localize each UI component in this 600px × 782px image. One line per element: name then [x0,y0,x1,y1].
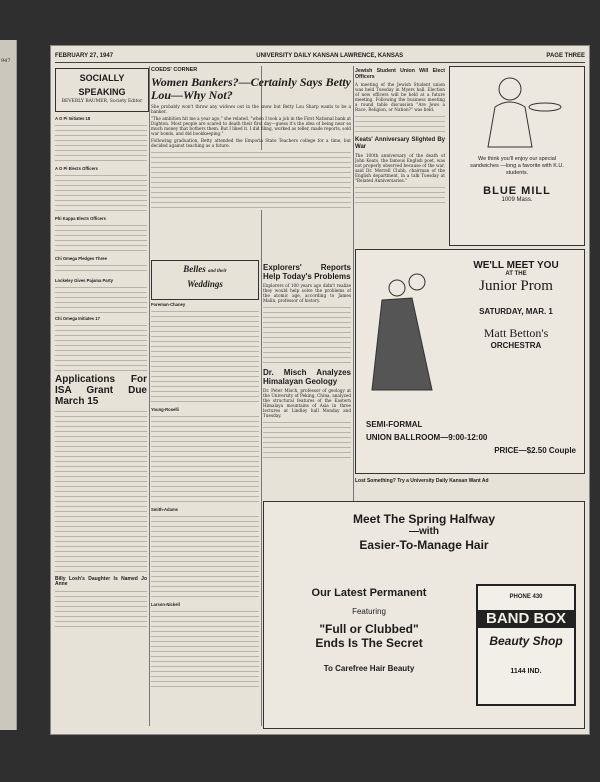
paragraph: Dr. Peter Misch, professor of geology at the University of Peking, China, analyzed the structural features of the Eastern Himalaya mountains of Asia in three lectures at Lindley hall Monday and Tuesday. [263,388,351,418]
header-masthead: UNIVERSITY DAILY KANSAN LAWRENCE, KANSAS [256,53,404,59]
keats-headline: Keats' Anniversary Slighted By War [355,137,445,150]
text-block [263,305,351,365]
edge-text: 947 [1,58,11,64]
text-block [151,514,259,599]
banner-word: Belles [183,264,206,274]
paragraph: The 100th anniversary of the death of John Keats, the famous English poet, was not properly observed because of the war, said Dr. Merrell Clubb, chairman of the English department, in a talk Tuesday at "Belated Anniversaries." [355,153,445,183]
blue-mill-name: BLUE MILL [483,185,551,197]
hair-line5: Featuring [352,607,386,616]
prom-line2: AT THE [505,271,527,277]
text-block [55,263,147,275]
banner-word: Weddings [187,279,223,289]
phone-number: PHONE 430 [509,594,543,600]
text-block [355,185,445,205]
hair-line4: Our Latest Permanent [311,587,427,599]
society-column [55,114,147,726]
article-heading: Phi Kappa Elects Officers [55,216,106,221]
belles-weddings-banner [151,260,259,300]
paragraph: "The ambition hit me a year ago," she related, "when I took a job in the First National bank at Dighton. Most people are scared to death their first day—guess it's the idea of being near so much money that bothers them. But I liked it. I did filing, worked as teller, made reports, sold war bonds, and did bookkeeping." [151,116,351,136]
paragraph: A meeting of the Jewish Student union was held Tuesday in Myers hall. Election of new officers will be held at a future meeting. Following the business meeting a round table discussion "Are Jews a Race, Religion, or Nation?" was held. [355,82,445,112]
paragraph: Following graduation, Betty attended the Emporia State Teachers college for a time, but decided against teaching as a future. [151,138,351,148]
coeds-headline: Women Bankers?—Certainly Says Betty Lou—Why Not? [151,75,351,102]
waitress-illustration [450,67,584,152]
article-heading: Larson-Nickell [151,602,180,607]
coeds-corner [151,66,351,256]
text-block [55,589,147,629]
junior-prom-ad [355,249,585,474]
blue-mill-address: 1009 Mass. [501,197,533,203]
text-block [151,309,259,404]
prom-price: PRICE—$2.50 Couple [494,446,576,455]
socially-speaking-banner [55,68,149,112]
text-block [263,420,351,460]
article-heading: Smith-Adams [151,507,178,512]
hair-line2: —with [409,526,439,537]
text-block [55,323,147,371]
article-heading: A O Pi Initiates 18 [55,116,91,121]
shop-name-1: BAND BOX [478,610,574,628]
text-block [151,414,259,504]
jsu-keats-column [355,66,445,246]
header-page-number: PAGE THREE [546,53,585,59]
text-block [55,285,147,313]
hair-line6: "Full or Clubbed" [319,622,419,636]
weddings-column [151,260,259,726]
explorers-headline: Explorers' Reports Help Today's Problems [263,263,351,281]
banner-title-1: SOCIALLY [79,73,125,83]
want-ad-line: Lost Something? Try a University Daily Kansan Want Ad [355,478,489,484]
shop-address: 1144 IND. [510,668,542,675]
column-rule [149,66,150,726]
hair-line7: Ends Is The Secret [315,636,423,650]
blue-mill-copy: We think you'll enjoy our special sandwiches —long a favorite with K.U. students. [470,156,564,176]
hair-line3: Easier-To-Manage Hair [359,538,489,552]
text-block [55,123,147,163]
text-block [151,609,259,689]
text-block [151,150,351,210]
newspaper-page [50,45,590,735]
paragraph: She probably won't throw any widows out in the snow but Betty Lou Sharp wants to be a banker. [151,104,351,114]
misch-headline: Dr. Misch Analyzes Himalayan Geology [263,368,351,386]
prom-line3: Junior Prom [479,278,553,294]
prom-date: SATURDAY, MAR. 1 [479,307,553,316]
prom-venue: UNION BALLROOM—9:00-12:00 [366,433,488,442]
banner-title-2: SPEAKING [78,87,126,97]
banner-word: and their [207,269,227,274]
text-block [55,223,147,253]
blue-mill-ad [449,66,585,246]
article-heading: Chi Omega Pledges Three [55,256,107,261]
text-block [355,114,445,134]
isa-headline: Applications For ISA Grant Due March 15 [55,374,147,407]
adjacent-page-edge [0,40,17,730]
hair-line1: Meet The Spring Halfway [352,512,496,526]
prom-formal: SEMI-FORMAL [366,420,423,429]
band-box-logo [476,584,576,706]
article-heading: Lockeley Gives Pajama Party [55,278,113,283]
article-heading: A O Pi Elects Officers [55,166,98,171]
band-box-beauty-ad [263,501,585,729]
page-header [55,50,585,63]
prom-band: Matt Betton's [483,326,549,340]
text-block [55,173,147,213]
prom-orchestra: ORCHESTRA [490,341,542,350]
section-label: COEDS' CORNER [151,67,198,73]
header-date: FEBRUARY 27, 1947 [55,53,114,59]
shop-name-2: Beauty Shop [489,634,563,648]
prom-line1: WE'LL MEET YOU [473,260,559,271]
society-editor: BEVERLY BAUMER, Society Editor [61,99,143,104]
article-heading: Chi Omega Initiates 17 [55,316,100,321]
article-heading: Foreman-Chaney [151,302,186,307]
article-heading: Young-Roselli [151,407,179,412]
paragraph: Explorers of 100 years ago didn't realize they would help solve the problems of the atomic age, according to James Malin, professor of history. [263,283,351,303]
article-heading: Billy Losh's Daughter Is Named Jo Anne [55,576,147,587]
dancers-illustration [362,270,442,395]
hair-line8: To Carefree Hair Beauty [323,664,415,673]
news-column [263,260,351,495]
text-block [55,409,147,574]
jsu-headline: Jewish Student Union Will Elect Officers [355,68,445,80]
